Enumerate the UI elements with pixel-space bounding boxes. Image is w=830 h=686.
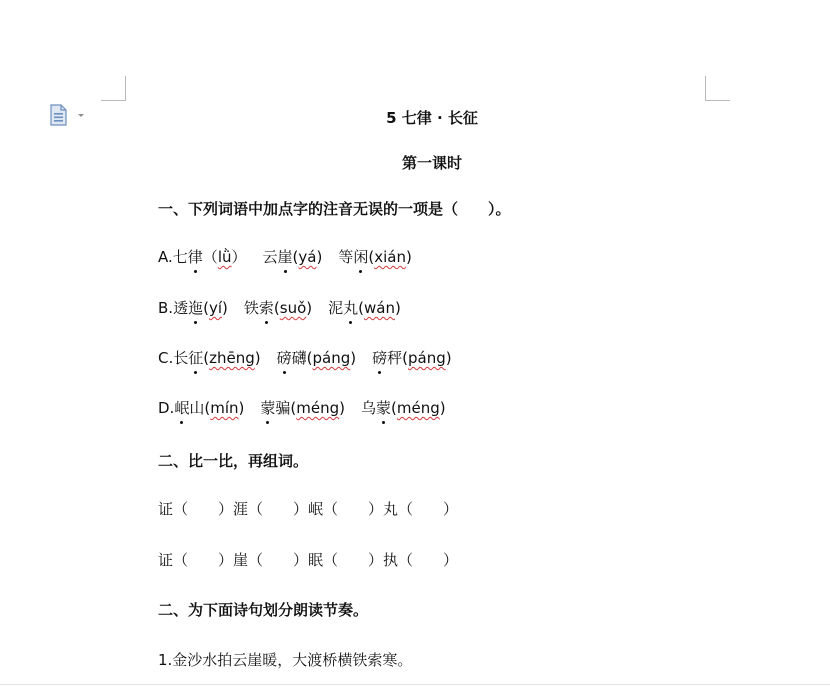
paren-open: （	[202, 248, 218, 266]
paren-open: (	[204, 399, 211, 417]
paren-open: (	[290, 399, 297, 417]
option-b	[158, 298, 401, 318]
paren-open: (	[306, 349, 313, 367]
paren-open: (	[273, 299, 280, 317]
paren-close: )	[350, 349, 357, 367]
paren-close: )	[306, 299, 313, 317]
dotted-char: 岷	[174, 399, 190, 417]
compare-row-2: 证（ ）崖（ ）眠（ ）执（ ）	[158, 551, 459, 569]
option-label: A.	[158, 248, 173, 266]
word-char: 等	[338, 248, 354, 266]
pinyin: páng	[312, 349, 351, 367]
paren-open: (	[391, 399, 397, 417]
paren-close: )	[445, 349, 452, 367]
dotted-char: 崖	[277, 248, 293, 266]
word-char: 骗	[275, 399, 291, 417]
dotted-char: 磅	[276, 349, 292, 367]
option-d	[158, 398, 446, 418]
question-1-heading: 一、下列词语中加点字的注音无误的一项是（ ）。	[158, 200, 511, 218]
option-item	[244, 298, 312, 318]
paren-close: )	[238, 399, 245, 417]
word-char: 七	[172, 248, 188, 266]
dotted-char: 迤	[188, 299, 204, 317]
option-item	[277, 348, 357, 368]
dotted-char: 征	[188, 349, 204, 367]
dotted-char: 闲	[353, 248, 369, 266]
option-item	[372, 348, 452, 368]
word-char: 秤	[387, 349, 403, 367]
pinyin: suǒ	[279, 299, 307, 317]
document-title: 5 七律 · 长征	[386, 109, 478, 127]
option-item	[173, 247, 247, 267]
paren-open: (	[402, 349, 409, 367]
option-item	[361, 398, 446, 418]
paren-close: )	[339, 399, 345, 417]
paren-close: )	[254, 349, 261, 367]
paren-open: (	[368, 248, 375, 266]
dotted-char: 索	[258, 299, 274, 317]
dotted-char: 丸	[343, 299, 359, 317]
option-label: B.	[158, 299, 174, 317]
margin-corner-top-left	[101, 76, 126, 101]
word-char: 铁	[243, 299, 259, 317]
question-3-heading: 二、为下面诗句划分朗读节奏。	[158, 601, 369, 619]
paren-open: (	[358, 299, 364, 317]
paren-close: )	[394, 299, 401, 317]
word-char: 山	[189, 399, 205, 417]
option-item	[173, 298, 228, 318]
word-char: 泥	[328, 299, 344, 317]
paren-open: (	[292, 248, 299, 266]
paren-close: )	[439, 399, 446, 417]
paren-open: (	[203, 299, 209, 317]
option-item	[338, 247, 412, 267]
option-label: C.	[158, 349, 174, 367]
dotted-char: 蒙	[260, 399, 276, 417]
dotted-char: 律	[187, 248, 203, 266]
option-item	[263, 247, 323, 267]
pinyin: yá	[298, 248, 317, 266]
dotted-char: 磅	[372, 349, 388, 367]
option-item	[174, 398, 244, 418]
compare-row-1: 证（ ）涯（ ）岷（ ）丸（ ）	[158, 500, 459, 518]
option-item	[260, 398, 345, 418]
pinyin: páng	[408, 349, 446, 367]
option-item	[173, 348, 260, 368]
pinyin: xián	[374, 248, 406, 266]
pinyin: wán	[364, 299, 395, 317]
paren-open: (	[203, 349, 210, 367]
paren-close: )	[222, 299, 228, 317]
pinyin: méng	[296, 399, 340, 417]
option-label: D.	[158, 399, 175, 417]
pinyin: lǜ	[217, 248, 232, 266]
word-char: 云	[262, 248, 278, 266]
word-char: 长	[173, 349, 189, 367]
word-char: 乌	[361, 399, 377, 417]
pinyin: méng	[396, 399, 440, 417]
paren-close: ）	[231, 248, 247, 266]
pinyin: mín	[210, 399, 239, 417]
word-char: 透	[173, 299, 189, 317]
pinyin: yí	[208, 299, 222, 317]
option-c	[158, 348, 452, 368]
option-item	[328, 298, 401, 318]
question-2-heading: 二、比一比，再组词。	[158, 452, 309, 470]
document-subtitle: 第一课时	[401, 154, 462, 172]
paren-close: )	[405, 248, 412, 266]
dotted-char: 蒙	[376, 399, 392, 417]
page-bottom-edge	[0, 684, 830, 685]
poem-line-1: 1.金沙水拍云崖暖，大渡桥横铁索寒。	[158, 651, 413, 669]
pinyin: zhēng	[209, 349, 255, 367]
margin-corner-top-right	[705, 76, 730, 101]
option-a	[158, 247, 412, 267]
paren-close: )	[316, 248, 323, 266]
word-char: 礴	[291, 349, 307, 367]
